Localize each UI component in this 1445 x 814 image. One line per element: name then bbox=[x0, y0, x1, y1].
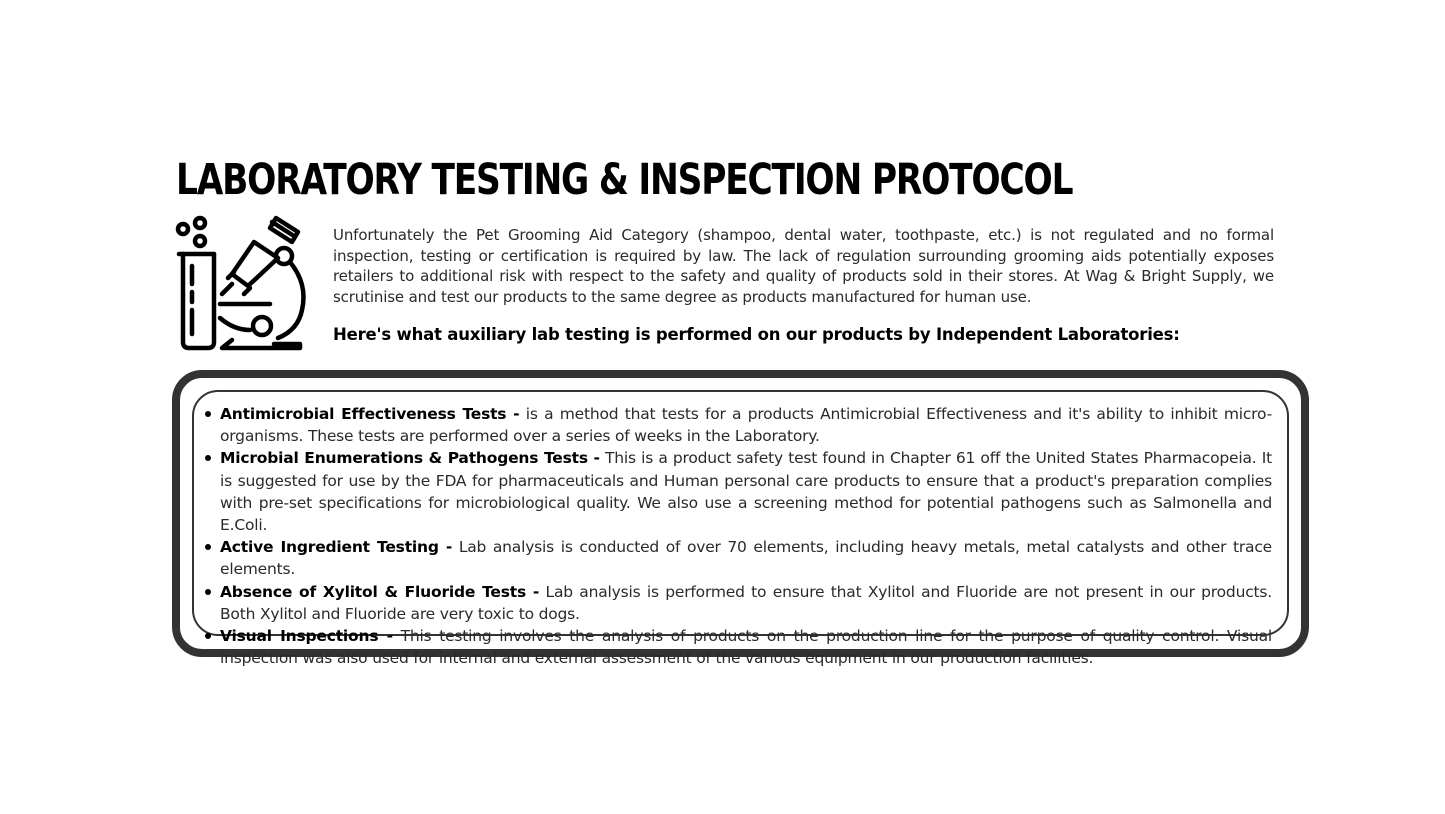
test-name: Absence of Xylitol & Fluoride Tests - bbox=[220, 582, 540, 601]
test-name: Active Ingredient Testing - bbox=[220, 538, 453, 557]
tests-list bbox=[220, 403, 1272, 669]
test-name: Visual Inspections - bbox=[220, 627, 393, 646]
test-description: Lab analysis is conducted of over 70 elements, including heavy metals, metal catalysts and other trace elements. bbox=[220, 538, 1272, 579]
test-description: Lab analysis is performed to ensure that Xylitol and Fluoride are not present in our products. Both Xylitol and Fluoride are very toxic to dogs. bbox=[220, 582, 1272, 623]
lab-testing-subheading: Here's what auxiliary lab testing is performed on our products by Independent Laboratories: bbox=[333, 325, 1180, 344]
test-description: is a method that tests for a products Antimicrobial Effectiveness and it's ability to inhibit micro-organisms. These tests are performed over a series of weeks in the Laboratory. bbox=[220, 405, 1272, 446]
test-name: Microbial Enumerations & Pathogens Tests - bbox=[220, 449, 600, 468]
intro-paragraph: Unfortunately the Pet Grooming Aid Category (shampoo, dental water, toothpaste, etc.) is not regulated and no formal inspection, testing or certification is required by law. The lack of regulation surrounding grooming aids potentially exposes retailers to additional risk with respect to the safety and quality of products sold in their stores. At Wag & Bright Supply, we scrutinise and test our products to the same degree as products manufactured for human use. bbox=[333, 226, 1274, 306]
list-item-microbial-enumerations bbox=[220, 447, 1272, 536]
list-item-active-ingredient bbox=[220, 536, 1272, 580]
test-name: Antimicrobial Effectiveness Tests - bbox=[220, 405, 520, 423]
page-title: LABORATORY TESTING & INSPECTION PROTOCOL bbox=[176, 155, 1073, 205]
list-item-xylitol-fluoride bbox=[220, 581, 1272, 625]
list-item-antimicrobial-effectiveness bbox=[220, 403, 1272, 447]
test-description: This is a product safety test found in Chapter 61 off the United States Pharmacopeia. It is suggested for use by the FDA for pharmaceuticals and Human personal care products to ensure that a product's preparation complies with pre-set specifications for microbiological quality. We also use a screening method for potential pathogens such as Salmonella and E.Coli. bbox=[220, 449, 1272, 535]
laboratory-microscope-test-tube-icon bbox=[174, 214, 312, 354]
list-item-visual-inspections bbox=[220, 625, 1272, 669]
test-description: This testing involves the analysis of products on the production line for the purpose of quality control. Visual inspection was also used for internal and external assessment of the various equipment in our production facilities. bbox=[220, 627, 1273, 668]
